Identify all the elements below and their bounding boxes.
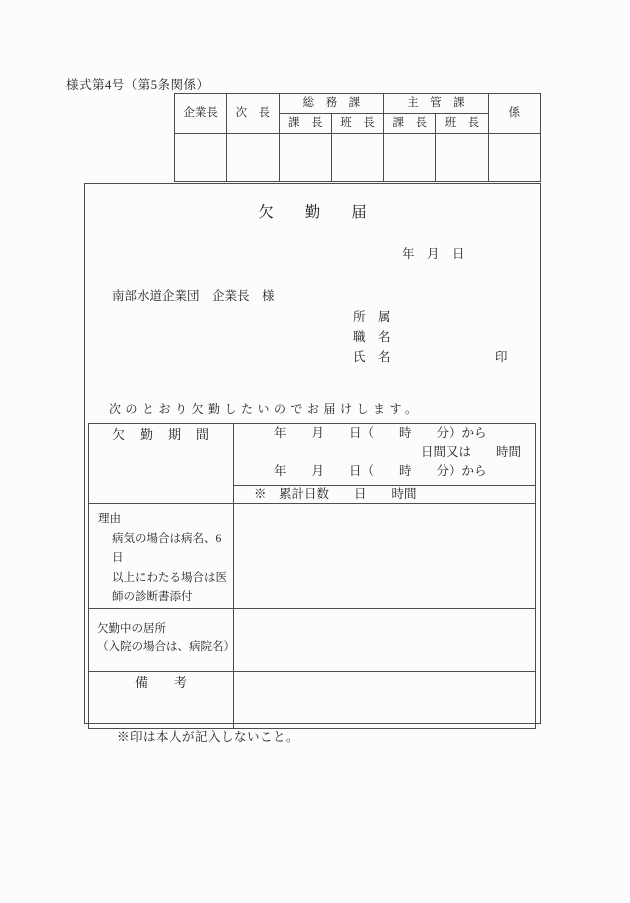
reason-entry-cell: [234, 504, 536, 609]
stamp-cell: [436, 134, 488, 182]
cumulative-days-cell: [234, 486, 536, 504]
absence-detail-table: [88, 423, 536, 729]
reason-title: 理由: [98, 513, 121, 525]
residence-entry-cell: [234, 608, 536, 671]
reason-label-cell: [89, 504, 234, 609]
period-duration-line: 日間又は 時間: [420, 445, 521, 459]
period-from-line-1: 年 月 日（ 時 分）から: [274, 426, 487, 440]
approval-subcol-group-leader-2: 班 長: [436, 114, 488, 134]
form-title: 欠 勤 届: [258, 204, 367, 221]
remarks-label-cell: 備 考: [89, 671, 234, 728]
cumulative-days-line: ※ 累計日数 日 時間: [254, 487, 417, 501]
form-number-label: 様式第4号（第5条関係）: [66, 78, 210, 92]
approval-col-director: 企業長: [175, 94, 227, 134]
stamp-cell: [175, 134, 227, 182]
approval-stamp-table: [174, 93, 541, 182]
addressee-line: 南部水道企業団 企業長 様: [112, 289, 275, 303]
remarks-entry-cell: [234, 671, 536, 728]
approval-col-staff: 係: [488, 94, 540, 134]
approval-group-supervising: 主 管 課: [384, 94, 489, 114]
seal-label: 印: [495, 350, 508, 364]
approval-group-general-affairs: 総 務 課: [279, 94, 384, 114]
stamp-cell: [279, 134, 331, 182]
declaration-line: 次のとおり欠勤したいのでお届けします。: [109, 402, 422, 416]
stamp-cell: [384, 134, 436, 182]
stamp-cell: [227, 134, 279, 182]
date-line: 年 月 日: [402, 247, 465, 261]
residence-title: 欠勤中の居所: [97, 622, 166, 635]
stamp-cell: [488, 134, 540, 182]
reason-note-line: 以上にわたる場合は医: [112, 571, 227, 584]
residence-label-cell: [89, 608, 234, 671]
footer-note: ※印は本人が記入しないこと。: [117, 730, 300, 744]
reason-note-line: 師の診断書添付: [112, 591, 193, 603]
position-label: 職 名: [353, 330, 391, 344]
approval-subcol-section-chief-1: 課 長: [279, 114, 331, 134]
approval-subcol-group-leader-1: 班 長: [331, 114, 383, 134]
approval-col-deputy: 次 長: [227, 94, 279, 134]
form-body-box: [84, 183, 541, 724]
stamp-cell: [331, 134, 383, 182]
name-label: 氏 名: [353, 350, 391, 364]
period-from-line-2: 年 月 日（ 時 分）から: [274, 464, 487, 478]
residence-note: （入院の場合は、病院名）: [97, 640, 235, 653]
period-entry-cell: [234, 424, 536, 486]
period-label-cell: 欠 勤 期 間: [89, 424, 234, 504]
reason-note-line: 病気の場合は病名、6日: [112, 532, 222, 564]
affiliation-label: 所 属: [353, 310, 391, 324]
approval-subcol-section-chief-2: 課 長: [384, 114, 436, 134]
